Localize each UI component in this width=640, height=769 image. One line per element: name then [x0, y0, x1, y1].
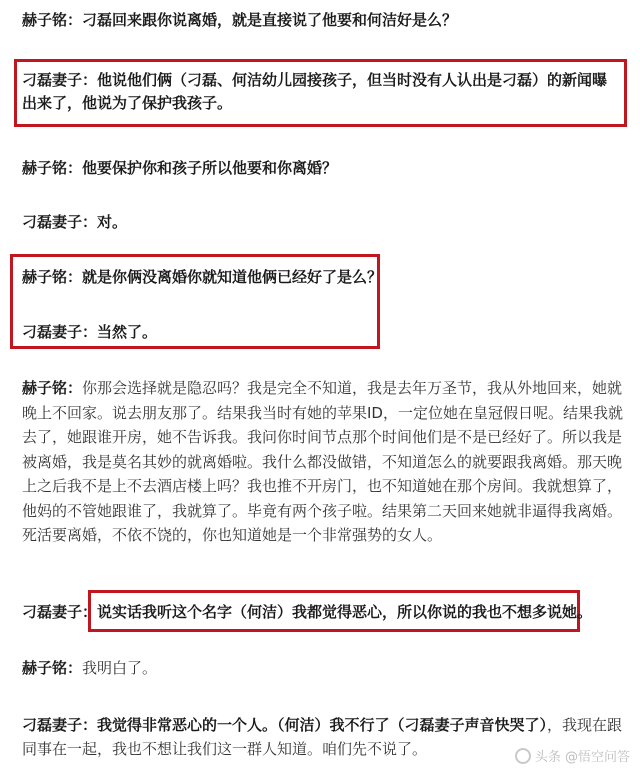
paragraph-5: [22, 266, 620, 289]
paragraph-text: 他说他们俩（刁磊、何洁幼儿园接孩子，但当时没有人认出是刁磊）的新闻曝出来了，他说为了保护我孩子。: [22, 71, 608, 112]
paragraph-text: 当然了。: [97, 323, 158, 341]
speaker-label: 刁磊妻子：: [22, 603, 98, 621]
speaker-label: 赫子铭：: [22, 268, 83, 286]
speaker-label: 赫子铭：: [22, 379, 83, 397]
watermark-text: 头条 @悟空问答: [534, 750, 630, 765]
paragraph-3: [22, 157, 620, 180]
paragraph-text: 他要保护你和孩子所以他要和你离婚？: [82, 159, 338, 177]
paragraph-text-plain: ，我现在跟同事在一起，我也不想让我们这一群人知道。咱们先不说了。: [22, 716, 623, 758]
paragraph-text: 对。: [97, 213, 128, 231]
paragraph-4: [22, 211, 620, 234]
paragraph-text: 刁磊回来跟你说离婚，就是直接说了他要和何洁好是么？: [82, 11, 458, 29]
paragraph-2: [22, 69, 614, 115]
speaker-label: 赫子铭：: [22, 159, 83, 177]
speaker-label: 赫子铭：: [22, 11, 83, 29]
paragraph-9: [22, 657, 620, 680]
paragraph-1: [22, 9, 620, 32]
paragraph-7: [22, 376, 626, 548]
paragraph-text: 就是你俩没离婚你就知道他俩已经好了是么？: [82, 268, 383, 286]
paragraph-text: 说实话我听这个名字（何洁）我都觉得恶心，所以你说的我也不想多说她。: [97, 603, 593, 621]
watermark: [515, 746, 630, 765]
speaker-label: 刁磊妻子：: [22, 323, 98, 341]
paragraph-text: 你那会选择就是隐忍吗？我是完全不知道，我是去年万圣节，我从外地回来，她就晚上不回家。说去朋友那了。结果我当时有她的苹果ID，一定位她在皇冠假日呢。结果我就去了，她跟谁开房，她不告诉我。我问你时间节点那个时间他们是不是已经好了。所以我是被离婚，我是莫名其妙的就离婚啦。我什么都没做错，不知道怎么的就要跟我离婚。那天晚上之后我不是上不去酒店楼上吗？我也推不开房门，也不知道她在那个房间。我就想算了，他妈的不管她跟谁了，我就算了。毕竟有两个孩子啦。结果第二天回来她就非逼得我离婚。死活要离婚，不依不饶的，你也知道她是一个非常强势的女人。: [22, 379, 623, 544]
paragraph-8: [22, 601, 632, 624]
wukong-logo-icon: [515, 748, 531, 764]
speaker-label: 刁磊妻子：: [22, 213, 98, 231]
paragraph-text-bold: 我觉得非常恶心的一个人。（何洁）我不行了（刁磊妻子声音快哭了）: [97, 716, 548, 734]
paragraph-text: 我明白了。: [82, 659, 158, 677]
speaker-label: 刁磊妻子：: [22, 71, 98, 89]
paragraph-6: [22, 321, 620, 344]
speaker-label: 赫子铭：: [22, 659, 83, 677]
speaker-label: 刁磊妻子：: [22, 716, 98, 734]
